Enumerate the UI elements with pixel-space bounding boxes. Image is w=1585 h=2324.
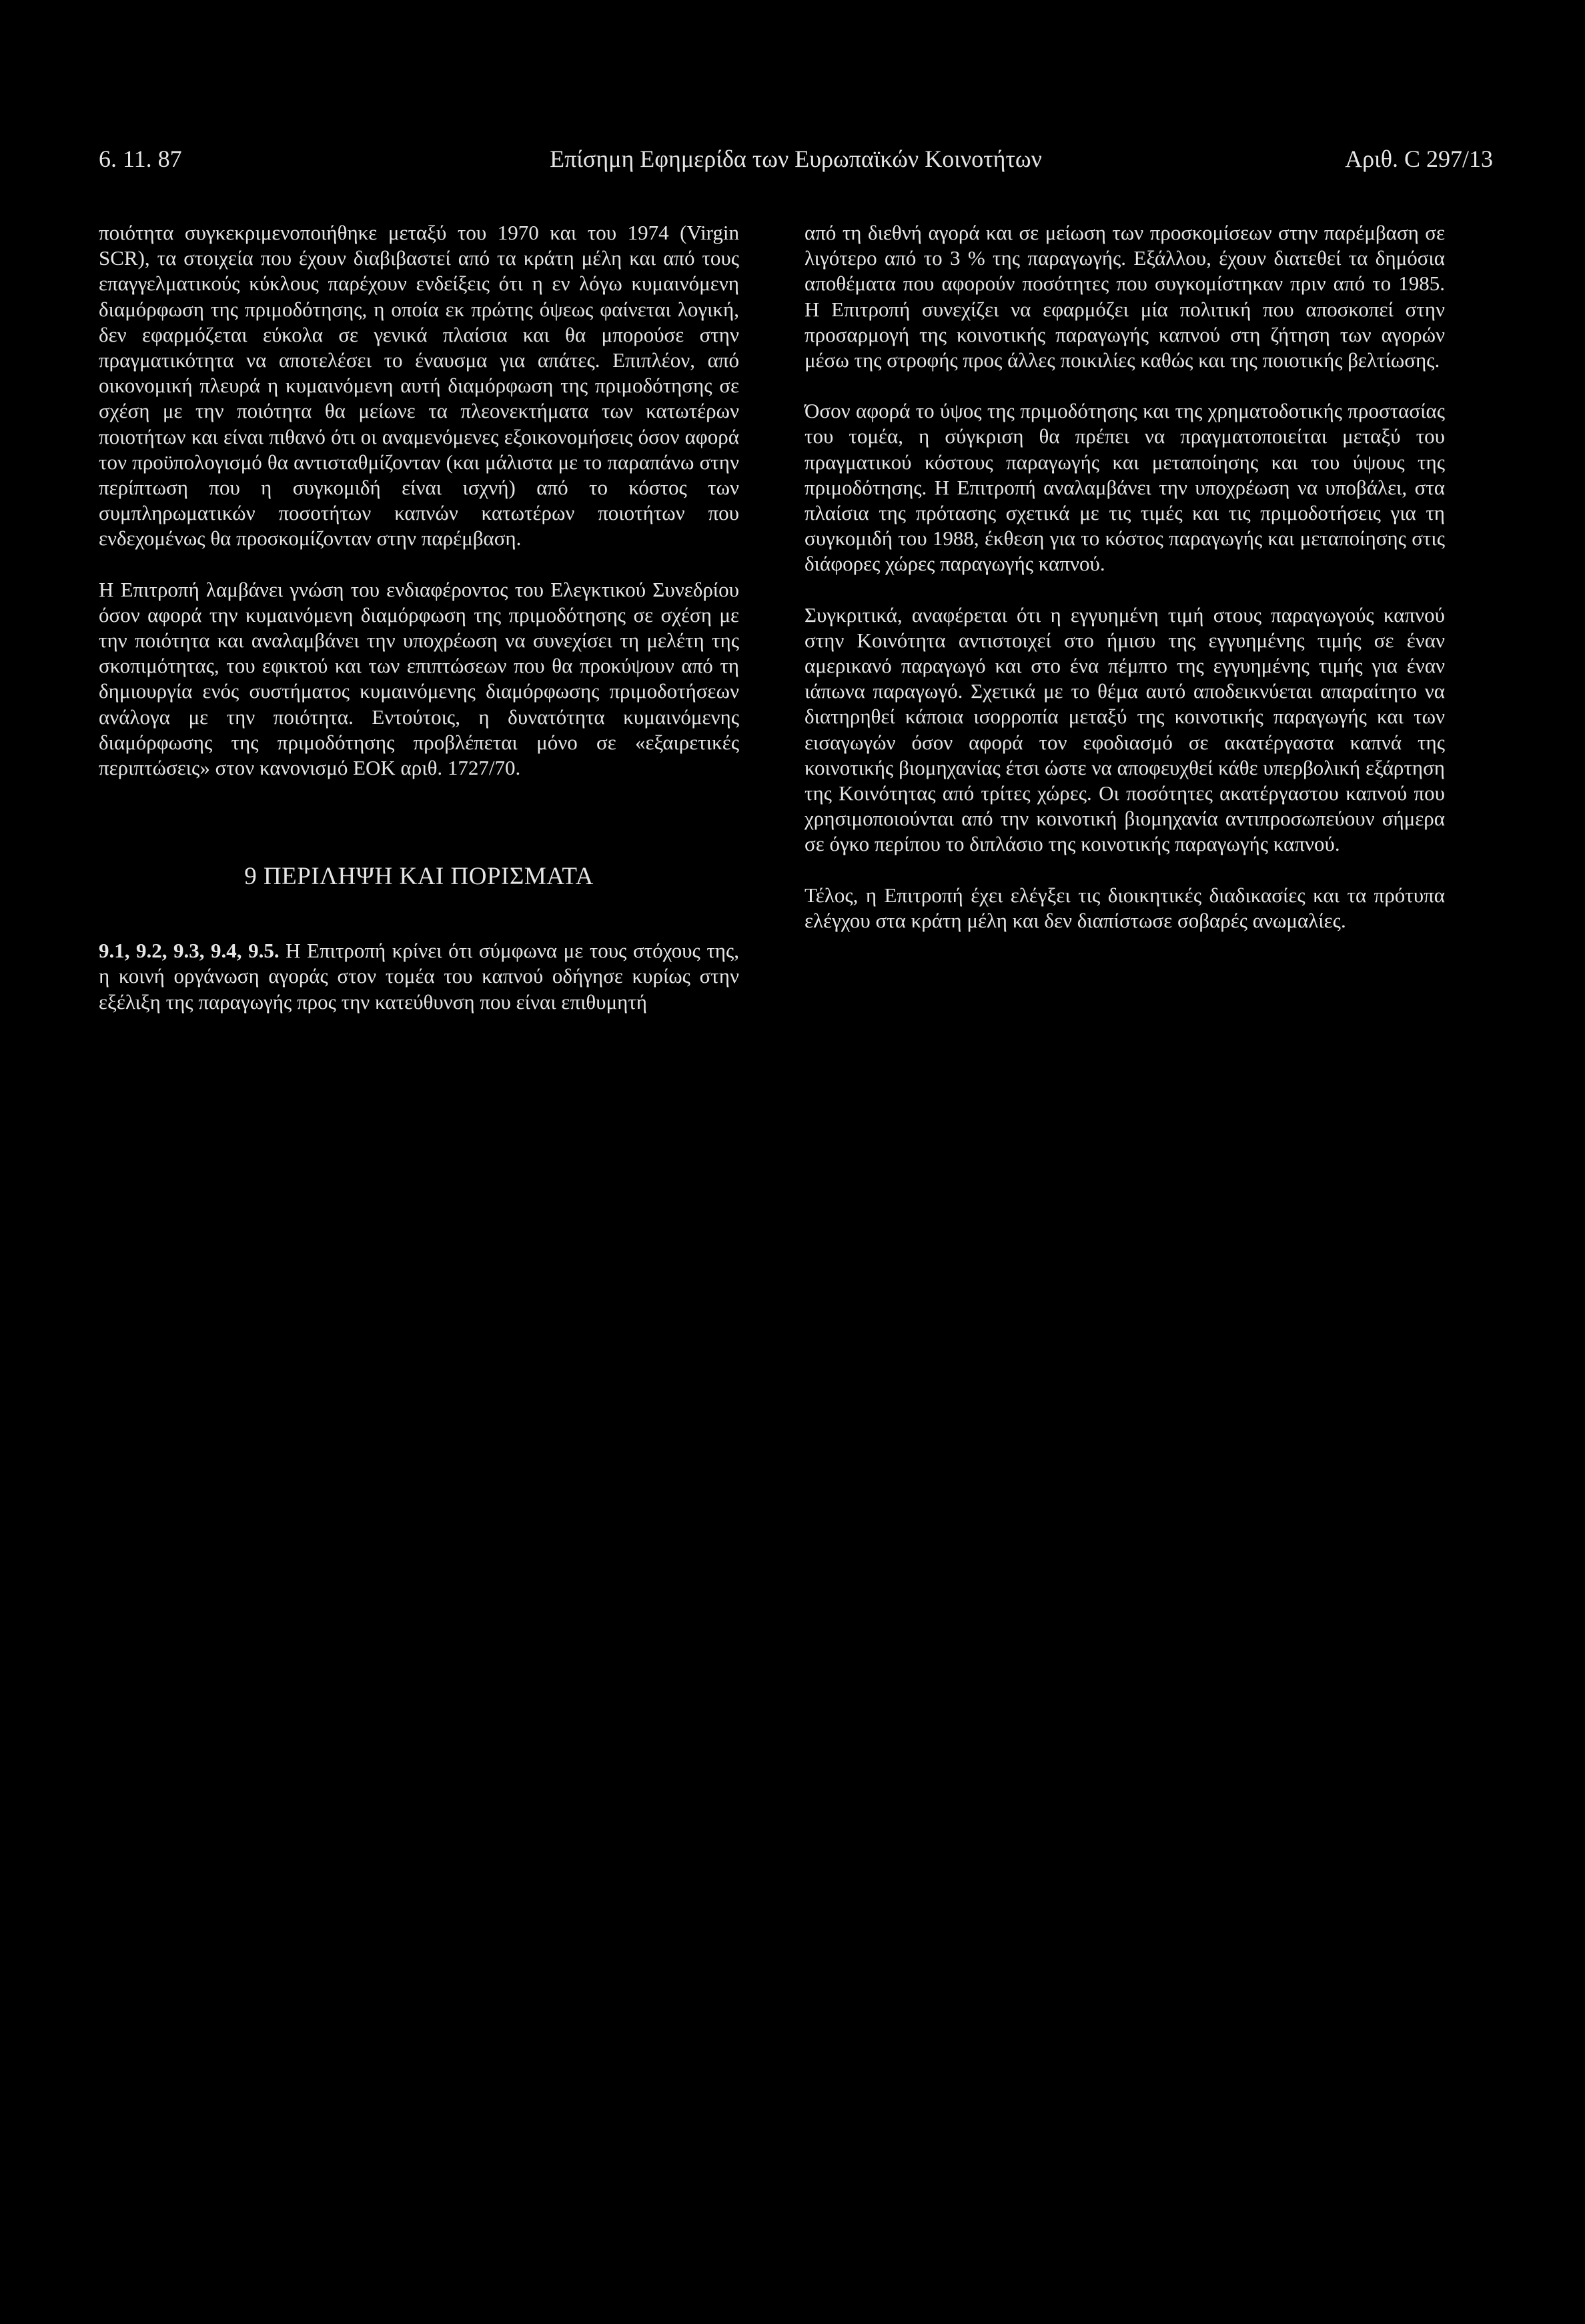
right-paragraph-1: από τη διεθνή αγορά και σε μείωση των προσκομίσεων στην παρέμβαση σε λιγότερο από το 3 % της παραγωγής. Εξάλλου, έχουν διατεθεί τα δημόσια αποθέματα που αφορούν ποσότητες που συγκομίστηκαν πριν από το 1985. Η Επιτροπή συνεχίζει να εφαρμόζει μία πολιτική που αποσκοπεί στην προσαρμογή της κοινοτικής παραγωγής καπνού στη ζήτηση των αγορών μέσω της στροφής προς άλλες ποικιλίες καθώς και της ποιοτικής βελτίωσης. bbox=[805, 221, 1445, 372]
left-paragraph-3 bbox=[99, 938, 739, 1015]
paragraph-numbering: 9.1, 9.2, 9.3, 9.4, 9.5. bbox=[99, 939, 280, 963]
right-paragraph-4: Τέλος, η Επιτροπή έχει ελέγξει τις διοικητικές διαδικασίες και τα πρότυπα ελέγχου στα κράτη μέλη και δεν διαπίστωσε σοβαρές ανωμαλίες. bbox=[805, 883, 1445, 932]
section-heading: 9 ΠΕΡΙΛΗΨΗ ΚΑΙ ΠΟΡΙΣΜΑΤΑ bbox=[244, 863, 594, 891]
header-issue-reference: Αριθ. C 297/13 bbox=[1345, 145, 1493, 172]
header-date: 6. 11. 87 bbox=[99, 145, 182, 172]
left-column bbox=[99, 220, 739, 1040]
left-paragraph-3-text: Η Επιτροπή κρίνει ότι σύμφωνα με τους στόχους της, η κοινή οργάνωση αγοράς στον τομέα του καπνού οδήγησε κυρίως στην εξέλιξη της παραγωγής προς την κατεύθυνση που είναι επιθυμητή bbox=[99, 939, 740, 1014]
right-paragraph-2: Όσον αφορά το ύψος της πριμοδότησης και της χρηματοδοτικής προστασίας του τομέα, η σύγκριση θα πρέπει να πραγματοποιείται μεταξύ του πραγματικού κόστους παραγωγής και μεταποίησης και του ύψους της πριμοδότησης. Η Επιτροπή αναλαμβάνει την υποχρέωση να υποβάλει, στα πλαίσια της πρότασης σχετικά με τις τιμές και τις πριμοδοτήσεις για τη συγκομιδή του 1988, έκθεση για το κόστος παραγωγής και μεταποίησης στις διάφορες χώρες παραγωγής καπνού. bbox=[805, 399, 1445, 576]
left-paragraph-1: ποιότητα συγκεκριμενοποιήθηκε μεταξύ του 1970 και του 1974 (Virgin SCR), τα στοιχεία που έχουν διαβιβαστεί από τα κράτη μέλη και από τους επαγγελματικούς κύκλους παρέχουν ενδείξεις ότι η εν λόγω κυμαινόμενη διαμόρφωση της πριμοδότησης, η οποία εκ πρώτης όψεως φαίνεται λογική, δεν εφαρμόζεται εύκολα σε γενικά πλαίσια και θα μπορούσε στην πραγματικότητα να αποτελέσει το έναυσμα για απάτες. Επιπλέον, από οικονομική πλευρά η κυμαινόμενη αυτή διαμόρφωση της πριμοδότησης σε σχέση με την ποιότητα θα μείωνε τα πλεονεκτήματα των κατωτέρων ποιοτήτων και είναι πιθανό ότι οι αναμενόμενες εξοικονομήσεις όσον αφορά τον προϋπολογισμό θα αντισταθμίζονταν (και μάλιστα με το παραπάνω στην περίπτωση που η συγκομιδή είναι ισχνή) από το κόστος των συμπληρωματικών ποσοτήτων καπνών κατωτέρων ποιοτήτων που ενδεχομένως θα προσκομίζονταν στην παρέμβαση. bbox=[99, 221, 739, 550]
header-publication-title: Επίσημη Εφημερίδα των Ευρωπαϊκών Κοινοτήτων bbox=[550, 145, 1042, 172]
right-column bbox=[805, 220, 1445, 959]
left-paragraph-2: Η Επιτροπή λαμβάνει γνώση του ενδιαφέροντος του Ελεγκτικού Συνεδρίου όσον αφορά την κυμαινόμενη διαμόρφωση της πριμοδότησης σε σχέση με την ποιότητα και αναλαμβάνει την υποχρέωση να συνεχίσει τη μελέτη της σκοπιμότητας, του εφικτού και των επιπτώσεων που θα προκύψουν από τη δημιουργία ενός συστήματος κυμαινόμενης διαμόρφωσης πριμοδοτήσεων ανάλογα με την ποιότητα. Εντούτοις, η δυνατότητα κυμαινόμενης διαμόρφωσης της πριμοδότησης προβλέπεται μόνο σε «εξαιρετικές περιπτώσεις» στον κανονισμό ΕΟΚ αριθ. 1727/70. bbox=[99, 577, 739, 780]
running-header bbox=[99, 139, 1493, 179]
right-paragraph-3: Συγκριτικά, αναφέρεται ότι η εγγυημένη τιμή στους παραγωγούς καπνού στην Κοινότητα αντιστοιχεί στο ήμισυ της εγγυημένης τιμής σε έναν αμερικανό παραγωγό και στο ένα πέμπτο της εγγυημένης τιμής για έναν ιάπωνα παραγωγό. Σχετικά με το θέμα αυτό αποδεικνύεται απαραίτητο να διατηρηθεί κάποια ισορροπία μεταξύ της κοινοτικής παραγωγής και των εισαγωγών όσον αφορά τον εφοδιασμό σε ακατέργαστα καπνά της κοινοτικής βιομηχανίας έτσι ώστε να αποφευχθεί κάθε υπερβολική εξάρτηση της Κοινότητας από τρίτες χώρες. Οι ποσότητες ακατέργαστου καπνού που χρησιμοποιούνται από την κοινοτική βιομηχανία αντιπροσωπεύουν σήμερα σε όγκο περίπου το διπλάσιο της κοινοτικής παραγωγής καπνού. bbox=[805, 603, 1445, 856]
